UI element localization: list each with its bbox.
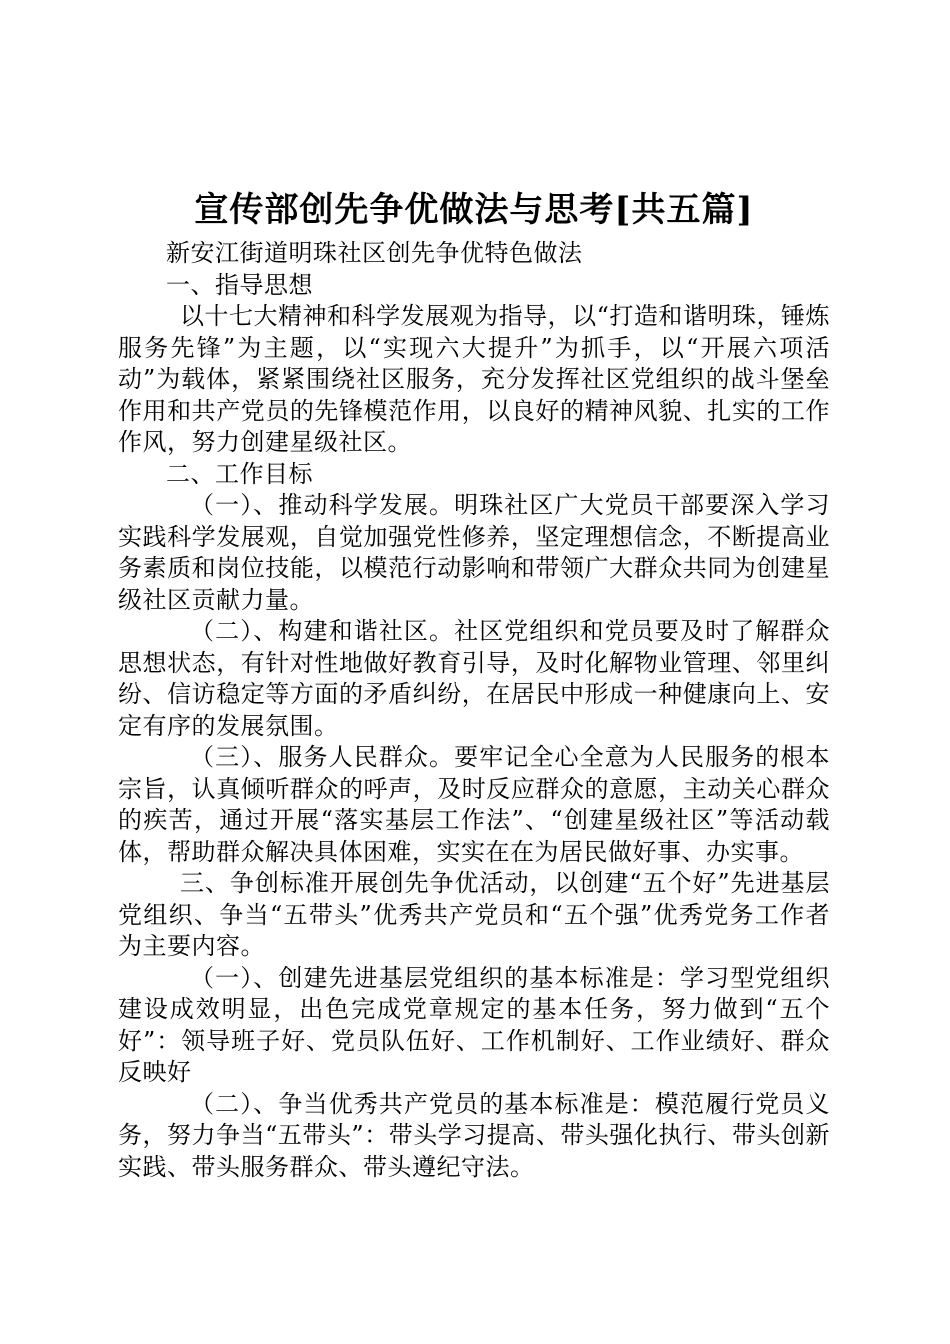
section-heading-2: 二、工作目标	[166, 459, 313, 488]
document-title: 宣传部创先争优做法与思考[共五篇]	[194, 190, 754, 230]
body-paragraph-guiding-thought: 以十七大精神和科学发展观为指导，以“打造和谐明珠，锤炼服务先锋”为主题，以“实现六大提升”为抓手，以“开展六项活动”为载体，紧紧围绕社区服务，充分发挥社区党组织的战斗堡垒作用和共产党员的先锋模范作用，以良好的精神风貌、扎实的工作作风，努力创建星级社区。	[118, 302, 830, 456]
body-paragraph-standard-1: （一）、创建先进基层党组织的基本标准是：学习型党组织建设成效明显，出色完成党章规定的基本任务，努力做到“五个好”：领导班子好、党员队伍好、工作机制好、工作业绩好、群众反映好	[118, 963, 830, 1086]
body-paragraph-goal-3: （三）、服务人民群众。要牢记全心全意为人民服务的根本宗旨，认真倾听群众的呼声，及时反应群众的意愿，主动关心群众的疾苦，通过开展“落实基层工作法”、“创建星级社区”等活动载体，帮助群众解决具体困难，实实在在为居民做好事、办实事。	[118, 743, 830, 866]
body-paragraph-goal-1: （一）、推动科学发展。明珠社区广大党员干部要深入学习实践科学发展观，自觉加强党性修养，坚定理想信念，不断提高业务素质和岗位技能，以模范行动影响和带领广大群众共同为创建星级社区贡献力量。	[118, 491, 830, 614]
body-paragraph-goal-2: （二）、构建和谐社区。社区党组织和党员要及时了解群众思想状态，有针对性地做好教育引导，及时化解物业管理、邻里纠纷、信访稳定等方面的矛盾纠纷，在居民中形成一种健康向上、安定有序的发展氛围。	[118, 617, 830, 740]
section-heading-1: 一、指导思想	[166, 270, 313, 299]
body-paragraph-section-3: 三、争创标准开展创先争优活动，以创建“五个好”先进基层党组织、争当“五带头”优秀共产党员和“五个强”优秀党务工作者为主要内容。	[118, 869, 830, 960]
subtitle-paragraph: 新安江街道明珠社区创先争优特色做法	[166, 239, 583, 267]
body-paragraph-standard-2: （二）、争当优秀共产党员的基本标准是：模范履行党员义务，努力争当“五带头”：带头学习提高、带头强化执行、带头创新实践、带头服务群众、带头遵纪守法。	[118, 1089, 830, 1181]
document-page	[118, 186, 830, 1183]
